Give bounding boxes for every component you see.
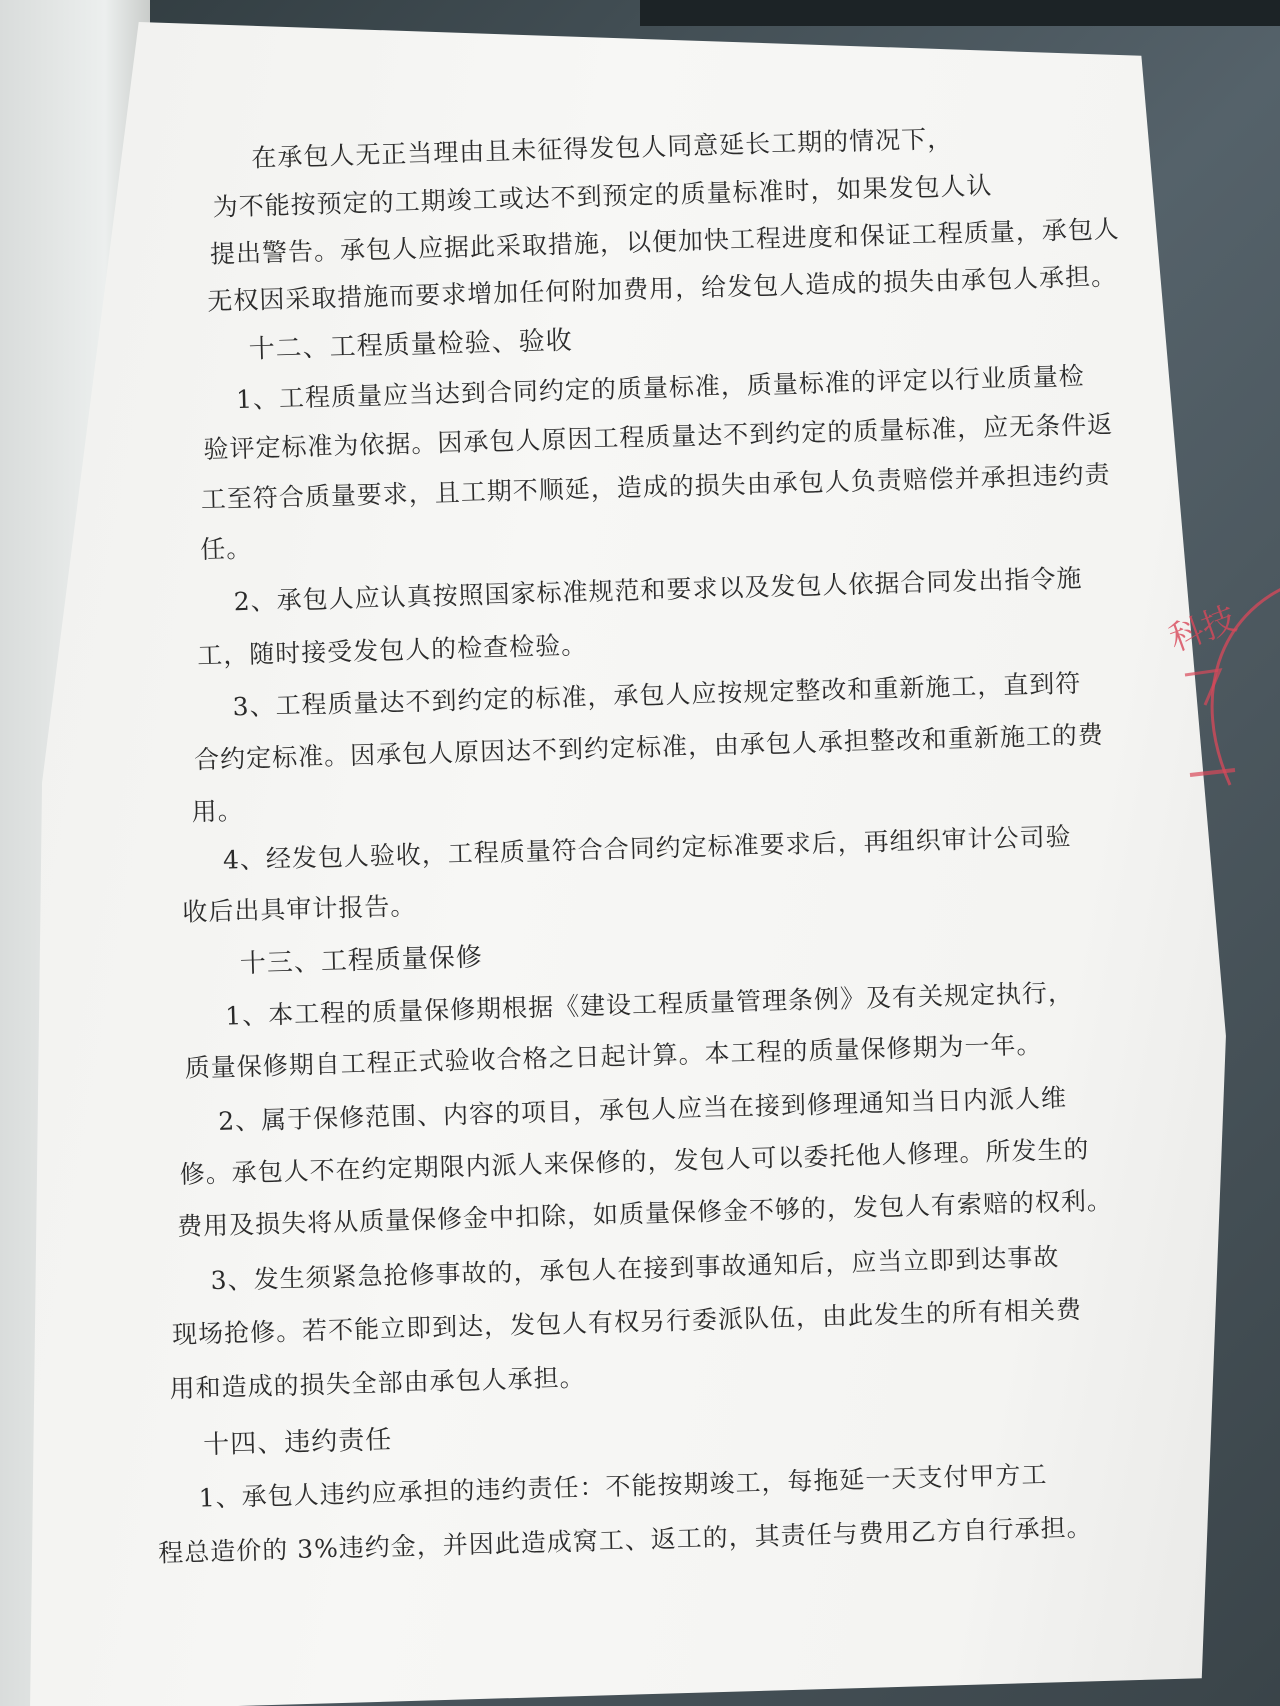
text-line: 工，随时接受发包人的检查检验。 [196,630,588,671]
text-line: 2、承包人应认真按照国家标准规范和要求以及发包人依据合同发出指令施 [233,563,1083,617]
text-line: 任。 [199,533,253,565]
text-line: 无权因采取措施而要求增加任何附加费用，给发包人造成的损失由承包人承担。 [206,261,1118,316]
red-seal-stamp [1150,575,1280,795]
text-line: 工至符合质量要求，且工期不顺延，造成的损失由承包人负责赔偿并承担违约责 [200,459,1111,515]
text-line: 现场抢修。若不能立即到达，发包人有权另行委派队伍，由此发生的所有相关费 [171,1294,1083,1350]
text-line: 4、经发包人验收，工程质量符合合同约定标准要求后，再组织审计公司验 [222,821,1072,875]
text-line: 3、工程质量达不到约定的标准，承包人应按规定整改和重新施工，直到符 [232,668,1082,722]
text-line: 用和造成的损失全部由承包人承担。 [169,1362,586,1404]
text-line: 提出警告。承包人应据此采取措施，以便加快工程进度和保证工程质量，承包人 [209,214,1121,269]
text-line: 质量保修期自工程正式验收合格之日起计算。本工程的质量保修期为一年。 [184,1029,1043,1083]
text-line: 验评定标准为依据。因承包人原因工程质量达不到约定的质量标准，应无条件返 [203,409,1114,465]
text-line: 合约定标准。因承包人原因达不到约定标准，由承包人承担整改和重新施工的费 [193,720,1105,775]
text-line: 1、工程质量应当达到合同约定的质量标准，质量标准的评定以行业质量检 [235,361,1086,415]
text-line: 收后出具审计报告。 [181,891,417,927]
text-line: 费用及损失将从质量保修金中扣除，如质量保修金不够的，发包人有索赔的权利。 [176,1185,1114,1242]
seal-line [1190,770,1235,775]
text-line: 在承包人无正当理由且未征得发包人同意延长工期的情况下， [250,123,954,173]
text-line: 修。承包人不在约定期限内派人来保修的，发包人可以委托他人修理。所发生的 [179,1134,1090,1189]
text-line: 1、承包人违约应承担的违约责任：不能按期竣工，每拖延一天支付甲方工 [198,1459,1048,1513]
section-heading: 十四、违约责任 [202,1425,393,1461]
seal-text: 科技 [1164,600,1242,659]
text-line: 为不能按预定的工期竣工或达不到预定的质量标准时，如果发包人认 [212,170,993,222]
text-line: 程总造价的 3%违约金，并因此造成窝工、返工的，其责任与费用乙方自行承担。 [157,1512,1093,1568]
text-line: 1、本工程的质量保修期根据《建设工程质量管理条例》及有关规定执行， [224,977,1075,1031]
section-heading: 十二、工程质量检验、验收 [248,325,574,365]
text-line: 用。 [191,796,245,827]
text-line: 3、发生须紧急抢修事故的，承包人在接到事故通知后，应当立即到达事故 [210,1242,1060,1296]
text-line: 2、属于保修范围、内容的项目，承包人应当在接到修理通知当日内派人维 [217,1083,1068,1136]
section-heading: 十三、工程质量保修 [239,942,484,980]
